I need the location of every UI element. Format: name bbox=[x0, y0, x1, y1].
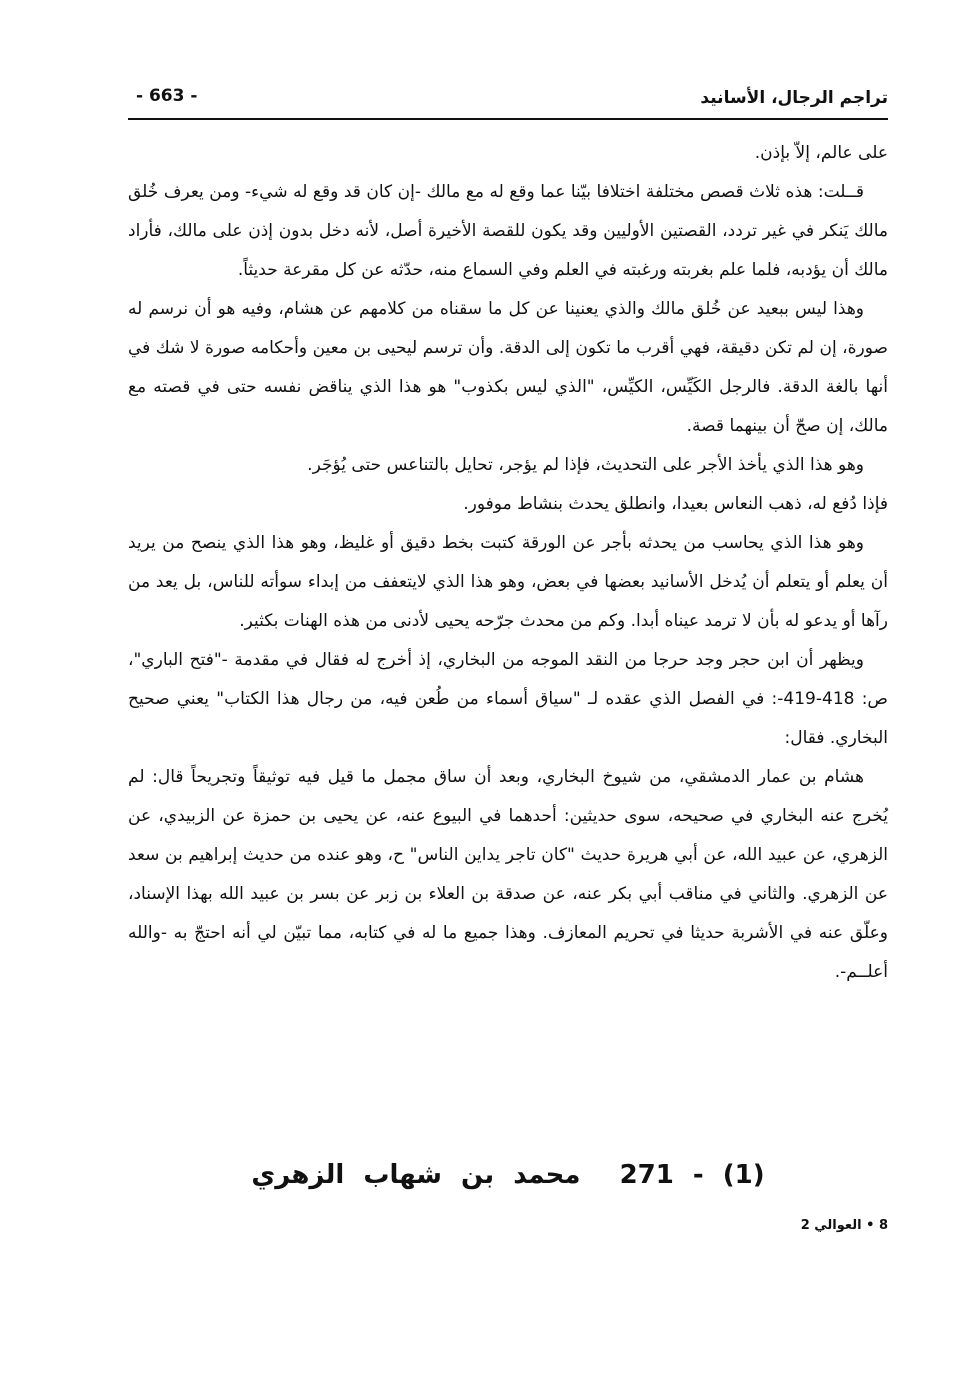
body-text bbox=[128, 134, 888, 992]
running-head: تراجم الرجال، الأسانيد bbox=[700, 88, 888, 108]
section-heading bbox=[128, 1160, 888, 1190]
page-number: - 663 - bbox=[136, 86, 198, 106]
paragraph-7: ويظهر أن ابن حجر وجد حرجا من النقد الموجه من البخاري، إذ أخرج له فقال في مقدمة -"فتح الباري"، ص: 418-419-: في الفصل الذي عقده لـ "سياق أسماء من طُعن فيه، من رجال هذا الكتاب" يعني صحيح البخاري. فقال: bbox=[128, 650, 888, 748]
header-rule bbox=[128, 118, 888, 120]
section-title: محمد بن شهاب الزهري bbox=[251, 1160, 581, 1190]
signature-mark: 8 • العوالي 2 bbox=[800, 1218, 888, 1233]
paragraph-5: فإذا دُفع له، ذهب النعاس بعيدا، وانطلق يحدث بنشاط موفور. bbox=[463, 494, 888, 514]
paragraph-1: على عالم، إلاّ بإذن. bbox=[754, 143, 888, 163]
section-number: 271 - (1) bbox=[619, 1160, 765, 1190]
paragraph-3: وهذا ليس ببعيد عن خُلق مالك والذي يعنينا عن كل ما سقناه من كلامهم عن هشام، وفيه هو أن نرسم له صورة، إن لم تكن دقيقة، فهي أقرب ما تكون إلى الدقة. وأن ترسم ليحيى بن معين وأحكامه صورة لا شك في أنها بالغة الدقة. فالرجل الكَيِّس، الكيِّس، "الذي ليس بكذوب" هو هذا الذي يناقض نفسه حتى في قصته مع مالك، إن صحّ أن بينهما قصة. bbox=[128, 299, 888, 436]
paragraph-4: وهو هذا الذي يأخذ الأجر على التحديث، فإذا لم يؤجر، تحايل بالتناعس حتى يُؤجَر. bbox=[307, 455, 864, 475]
page-header bbox=[128, 82, 888, 112]
paragraph-8: هشام بن عمار الدمشقي، من شيوخ البخاري، وبعد أن ساق مجمل ما قيل فيه توثيقاً وتجريحاً قال: لم يُخرج عنه البخاري في صحيحه، سوى حديثين: أحدهما في البيوع عنه، عن يحيى بن حمزة عن الزبيدي، عن الزهري، عن عبيد الله، عن أبي هريرة حديث "كان تاجر يداين الناس" ح، وهو عنده من حديث إبراهيم بن سعد عن الزهري. والثاني في مناقب أبي بكر عنه، عن صدقة بن العلاء بن زبر عن بسر بن عبيد الله بهذا الإسناد، وعلّق عنه في الأشربة حديثا في تحريم المعازف. وهذا جميع ما له في كتابه، مما تبيّن لي أنه احتجّ به -والله أعلــم-. bbox=[128, 767, 888, 982]
paragraph-6: وهو هذا الذي يحاسب من يحدثه بأجر عن الورقة كتبت بخط دقيق أو غليظ، وهو هذا الذي ينصح من يريد أن يعلم أو يتعلم أن يُدخل الأسانيد بعضها في بعض، وهو هذا الذي لايتعفف من إبداء سوأته للناس، بل يعد من رآها أو يدعو له بأن لا ترمد عيناه أبدا. وكم من محدث جرّحه يحيى لأدنى من هذه الهنات بكثير. bbox=[128, 533, 888, 631]
paragraph-2: قــلت: هذه ثلاث قصص مختلفة اختلافا بيّنا عما وقع له مع مالك -إن كان قد وقع له شيء- ومن يعرف خُلق مالك يَنكر في غير تردد، القصتين الأوليين وقد يكون للقصة الأخيرة أصل، لأنه دخل بدون إذن على مالك، فأراد مالك أن يؤدبه، فلما علم بغربته ورغبته في العلم وفي السماع منه، حدّثه عن كل مقرعة حديثاً. bbox=[128, 182, 888, 280]
